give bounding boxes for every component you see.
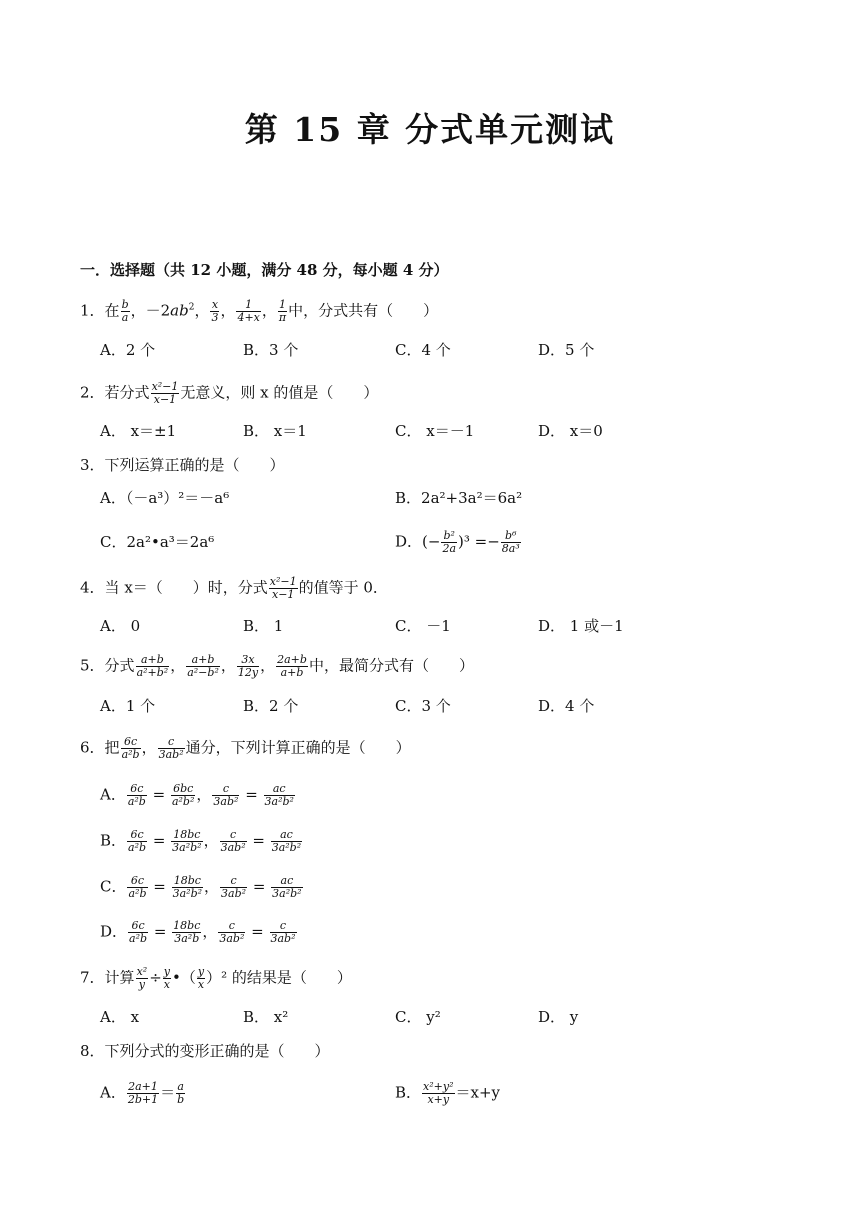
option-c: C．4 个 xyxy=(395,341,451,359)
option-d: D．5 个 xyxy=(538,341,595,359)
question-4 xyxy=(80,576,388,601)
operator: •（ xyxy=(171,968,196,987)
question-6 xyxy=(80,736,411,761)
fraction: $\frac{\text{b²}}{2a}$ xyxy=(442,529,457,555)
question-text: 中，最简分式有（ ） xyxy=(308,656,474,675)
option-d: D．4 个 xyxy=(538,697,595,715)
question-text: 在 xyxy=(104,301,120,320)
option-c: C． $\frac{6c}{\text{a²b}}$ = $\frac{18bc}{\text{3a²b²}}$ ， $\frac{c}{\text{3ab²}}$ = $\frac{ac}{\text{3a²b²}}$ xyxy=(100,874,302,900)
option-d: D． y xyxy=(538,1008,579,1026)
fraction: $\frac{1}{\pi}$ xyxy=(278,298,287,324)
question-text: 若分式 xyxy=(104,383,150,402)
variable: ab xyxy=(170,301,189,320)
question-5 xyxy=(80,654,474,679)
question-number: 5． xyxy=(80,656,105,675)
option-b: B． 1 xyxy=(243,617,284,635)
question-1 xyxy=(80,299,438,324)
option-d: D． x＝0 xyxy=(538,422,603,440)
section-heading: 一．选择题（共 12 小题，满分 48 分，每小题 4 分） xyxy=(80,261,449,279)
option-text: D．(− xyxy=(395,532,441,551)
operator: ÷ xyxy=(149,968,162,987)
option-d xyxy=(395,530,522,555)
fraction: $\frac{\text{b⁶}}{\text{8a³}}$ xyxy=(501,529,520,555)
option-a: A． x＝±1 xyxy=(100,422,177,440)
question-number: 1． xyxy=(80,301,105,320)
question-number: 7． xyxy=(80,968,105,987)
fraction: $\frac{a+b}{\text{a²+b²}}$ xyxy=(136,653,169,679)
fraction: $\frac{y}{x}$ xyxy=(163,965,170,991)
fraction: $\frac{3x}{12y}$ xyxy=(237,653,259,679)
option-b: B． x＝1 xyxy=(243,422,307,440)
option-c: C． －1 xyxy=(395,617,451,635)
option-a: A．（－a³）²＝－a⁶ xyxy=(100,489,230,507)
question-8: 8．下列分式的变形正确的是（ ） xyxy=(80,1042,330,1060)
question-text: 的值等于 0． xyxy=(298,578,388,597)
option-b: B． $\frac{6c}{\text{a²b}}$ = $\frac{18bc}{\text{3a²b²}}$ ， $\frac{c}{\text{3ab²}}$ = $\frac{ac}{\text{3a²b²}}$ xyxy=(100,828,302,854)
question-number: 4． xyxy=(80,578,105,597)
fraction: $\frac{b}{a}$ xyxy=(121,298,129,324)
question-text: ，－2 xyxy=(130,301,171,320)
question-text: 把 xyxy=(104,738,120,757)
option-d: D． $\frac{6c}{\text{a²b}}$ = $\frac{18bc}{\text{3a²b}}$ ， $\frac{c}{\text{3ab²}}$ = $\frac{c}{\text{3ab²}}$ xyxy=(100,919,296,945)
option-c: C．3 个 xyxy=(395,697,451,715)
option-text: )³ =− xyxy=(458,532,500,551)
option-a: A． $\frac{6c}{\text{a²b}}$ = $\frac{6bc}{\text{a²b²}}$ ， $\frac{c}{\text{3ab²}}$ = $\frac{ac}{\text{3a²b²}}$ xyxy=(100,782,294,808)
question-number: 6． xyxy=(80,738,105,757)
separator: ， xyxy=(260,656,276,675)
fraction: $\frac{\text{x²−1}}{x-1}$ xyxy=(269,575,297,601)
fraction: $\frac{a+b}{\text{a²−b²}}$ xyxy=(187,653,219,679)
option-b: B．2a²+3a²＝6a² xyxy=(395,489,523,507)
option-c: C．2a²•a³＝2a⁶ xyxy=(100,533,215,551)
separator: ， xyxy=(261,301,277,320)
fraction: $\frac{y}{x}$ xyxy=(197,965,205,991)
option-a: A． $\frac{2a+1}{2b+1}$ ＝ $\frac{a}{b}$ xyxy=(100,1080,185,1106)
option-a: A．2 个 xyxy=(100,341,156,359)
question-3: 3．下列运算正确的是（ ） xyxy=(80,456,285,474)
option-b: B． $\frac{\text{x²+y²}}{x+y}$ ＝x+y xyxy=(395,1080,501,1106)
question-text: 中，分式共有（ ） xyxy=(288,301,439,320)
question-2 xyxy=(80,381,378,406)
option-b: B．2 个 xyxy=(243,697,299,715)
page-title: 第 15 章 分式单元测试 xyxy=(244,110,616,149)
option-a: A．1 个 xyxy=(100,697,156,715)
question-number: 2． xyxy=(80,383,105,402)
question-text: 当 x＝（ ）时，分式 xyxy=(104,578,268,597)
fraction: $\frac{\text{x²}}{y}$ xyxy=(136,965,148,991)
separator: ， xyxy=(170,656,186,675)
fraction: $\frac{c}{\text{3ab²}}$ xyxy=(158,735,184,761)
fraction: $\frac{\text{x²−1}}{x-1}$ xyxy=(151,380,179,406)
option-a: A． 0 xyxy=(100,617,141,635)
separator: ， xyxy=(141,738,157,757)
option-b: B．3 个 xyxy=(243,341,299,359)
option-d: D． 1 或－1 xyxy=(538,617,624,635)
question-text: 无意义，则 x 的值是（ ） xyxy=(180,383,379,402)
fraction: $\frac{x}{3}$ xyxy=(211,298,219,324)
option-b: B． x² xyxy=(243,1008,289,1026)
fraction: $\frac{2a+b}{a+b}$ xyxy=(277,653,307,679)
separator: ， xyxy=(194,301,210,320)
option-c: C． y² xyxy=(395,1008,441,1026)
option-a: A． x xyxy=(100,1008,140,1026)
question-text: ）² 的结果是（ ） xyxy=(206,968,352,987)
fraction: $\frac{1}{4+x}$ xyxy=(237,298,260,324)
separator: ， xyxy=(220,301,236,320)
question-text: 通分，下列计算正确的是（ ） xyxy=(185,738,411,757)
question-text: 分式 xyxy=(104,656,135,675)
exponent: 2 xyxy=(188,302,195,313)
fraction: $\frac{6c}{\text{a²b}}$ xyxy=(121,735,140,761)
separator: ， xyxy=(220,656,236,675)
question-7 xyxy=(80,966,352,991)
question-text: 计算 xyxy=(104,968,135,987)
option-c: C． x＝－1 xyxy=(395,422,475,440)
